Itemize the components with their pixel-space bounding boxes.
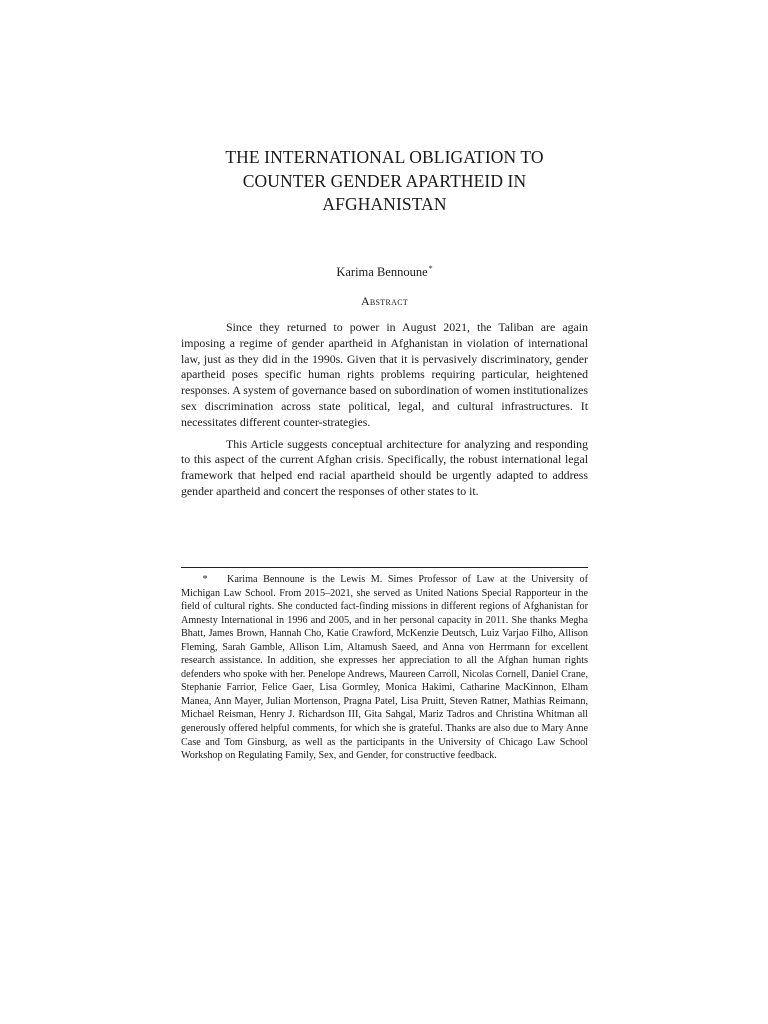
article-title [181,146,588,217]
abstract-paragraph: This Article suggests conceptual architecture for analyzing and responding to this aspect of the current Afghan crisis. Specifically, the robust international legal framework that helped end racial apartheid should be urgently adapted to address gender apartheid and concert the responses of other states to it. [181,436,588,498]
abstract-body [181,320,588,506]
title-line: THE INTERNATIONAL OBLIGATION TO [225,147,544,167]
author-footnote-mark: * [428,264,433,273]
author-line [181,261,588,280]
author-name: Karima Bennoune [336,265,428,279]
abstract-heading: Abstract [360,294,409,308]
footnote [181,573,588,763]
footnote-text: Karima Bennoune is the Lewis M. Simes Professor of Law at the University of Michigan Law School. From 2015–2021, she served as United Nations Special Rapporteur in the field of cultural rights. She conducted fact-finding missions in different regions of Afghanistan for Amnesty International in 1996 and 2005, and in her personal capacity in 2011. She thanks Megha Bhatt, James Brown, Hannah Cho, Katie Crawford, McKenzie Deutsch, Luiz Varjao Filho, Allison Fleming, Sarah Gamble, Allison Lim, Altamush Saeed, and Anna von Herrmann for excellent research assistance. In addition, she expresses her appreciation to all the Afghan human rights defenders who spoke with her. Penelope Andrews, Maureen Carroll, Nicolas Cornell, Daniel Crane, Stephanie Farrior, Felice Gaer, Lisa Gormley, Monica Hakimi, Catharine MacKinnon, Elham Manea, Ann Mayer, Julian Mortenson, Pragna Patel, Lisa Pruitt, Steven Ratner, Mathias Reimann, Michael Reisman, Henry J. Richardson III, Gita Sahgal, Mariz Tadros and Christina Whitman all generously offered helpful comments, for which she is grateful. Thanks are also due to Mary Anne Case and Tom Ginsburg, as well as the participants in the University of Chicago Law School Workshop on Regulating Family, Sex, and Gender, for constructive feedback. [181,574,588,762]
title-line: COUNTER GENDER APARTHEID IN [242,170,527,191]
footnote-divider [181,567,588,568]
title-line: AFGHANISTAN [322,194,447,214]
footnote-marker: * [202,574,208,585]
abstract-paragraph: Since they returned to power in August 2021, the Taliban are again imposing a regime of gender apartheid in Afghanistan in violation of international law, just as they did in the 1990s. Given that it is pervasively discriminatory, gender apartheid poses specific human rights problems requiring particular, heightened responses. A system of governance based on subordination of women institutionalizes sex discrimination across state political, legal, and cultural infrastructures. It necessitates different counter-strategies. [181,320,588,429]
